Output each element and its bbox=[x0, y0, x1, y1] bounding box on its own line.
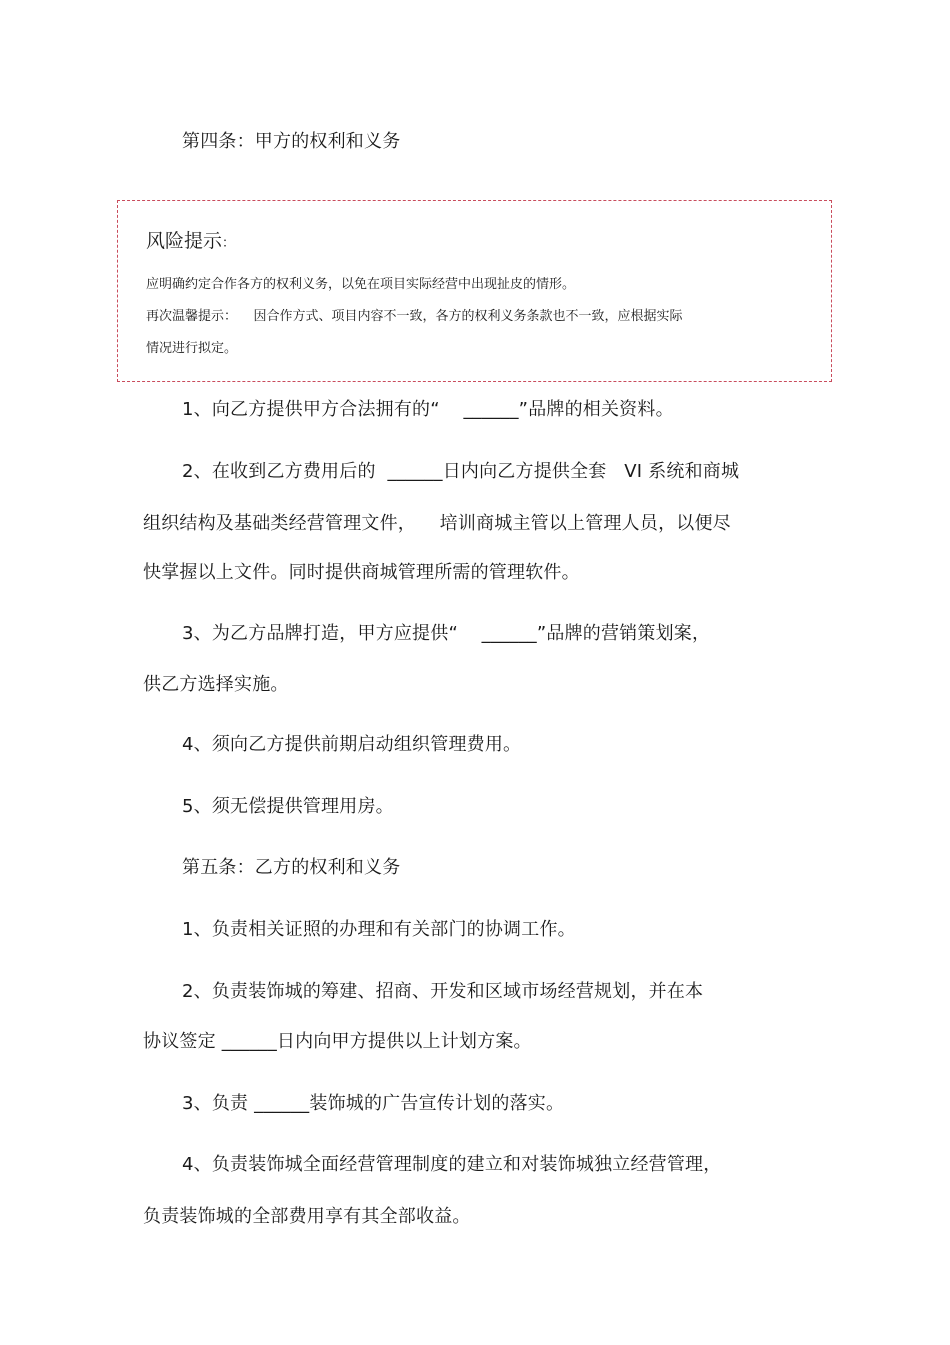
risk-notice-colon: ： bbox=[222, 236, 236, 251]
article-4-item-5: 5、须无偿提供管理用房。 bbox=[182, 796, 394, 817]
article-4-item-3-line-1: 3、为乙方品牌打造，甲方应提供“ ______”品牌的营销策划案， bbox=[182, 623, 711, 644]
article-5-item-4-line-1: 4、负责装饰城全面经营管理制度的建立和对装饰城独立经营管理， bbox=[182, 1154, 722, 1175]
article-4-item-3-line-2: 供乙方选择实施。 bbox=[143, 674, 289, 695]
article-5-item-2-line-1: 2、负责装饰城的筹建、招商、开发和区域市场经营规划，并在本 bbox=[182, 981, 704, 1002]
article-4-heading: 第四条：甲方的权利和义务 bbox=[182, 131, 401, 152]
risk-notice-line-3: 情况进行拟定。 bbox=[146, 341, 238, 356]
risk-notice-title bbox=[146, 229, 235, 256]
risk-notice-line-2: 再次温馨提示： 因合作方式、项目内容不一致，各方的权利义务条款也不一致，应根据实际 bbox=[146, 309, 683, 324]
article-5-item-2-line-2: 协议签定 ______日内向甲方提供以上计划方案。 bbox=[143, 1031, 532, 1052]
risk-notice-box bbox=[117, 200, 832, 382]
risk-notice-line-1: 应明确约定合作各方的权利义务，以免在项目实际经营中出现扯皮的情形。 bbox=[146, 277, 576, 292]
article-5-item-4-line-2: 负责装饰城的全部费用享有其全部收益。 bbox=[143, 1206, 471, 1227]
article-4-item-4: 4、须向乙方提供前期启动组织管理费用。 bbox=[182, 734, 522, 755]
article-4-item-2-line-1: 2、在收到乙方费用后的 ______日内向乙方提供全套 VI 系统和商城 bbox=[182, 461, 740, 482]
article-4-item-2-line-3: 快掌握以上文件。同时提供商城管理所需的管理软件。 bbox=[143, 562, 580, 583]
article-4-item-1: 1、向乙方提供甲方合法拥有的“ ______”品牌的相关资料。 bbox=[182, 399, 674, 420]
article-5-heading: 第五条：乙方的权利和义务 bbox=[182, 857, 401, 878]
risk-notice-title-text: 风险提示 bbox=[146, 230, 223, 252]
article-4-item-2-line-2: 组织结构及基础类经营管理文件， 培训商城主管以上管理人员，以便尽 bbox=[143, 513, 731, 534]
article-5-item-1: 1、负责相关证照的办理和有关部门的协调工作。 bbox=[182, 919, 576, 940]
article-5-item-3: 3、负责 ______装饰城的广告宣传计划的落实。 bbox=[182, 1093, 565, 1114]
